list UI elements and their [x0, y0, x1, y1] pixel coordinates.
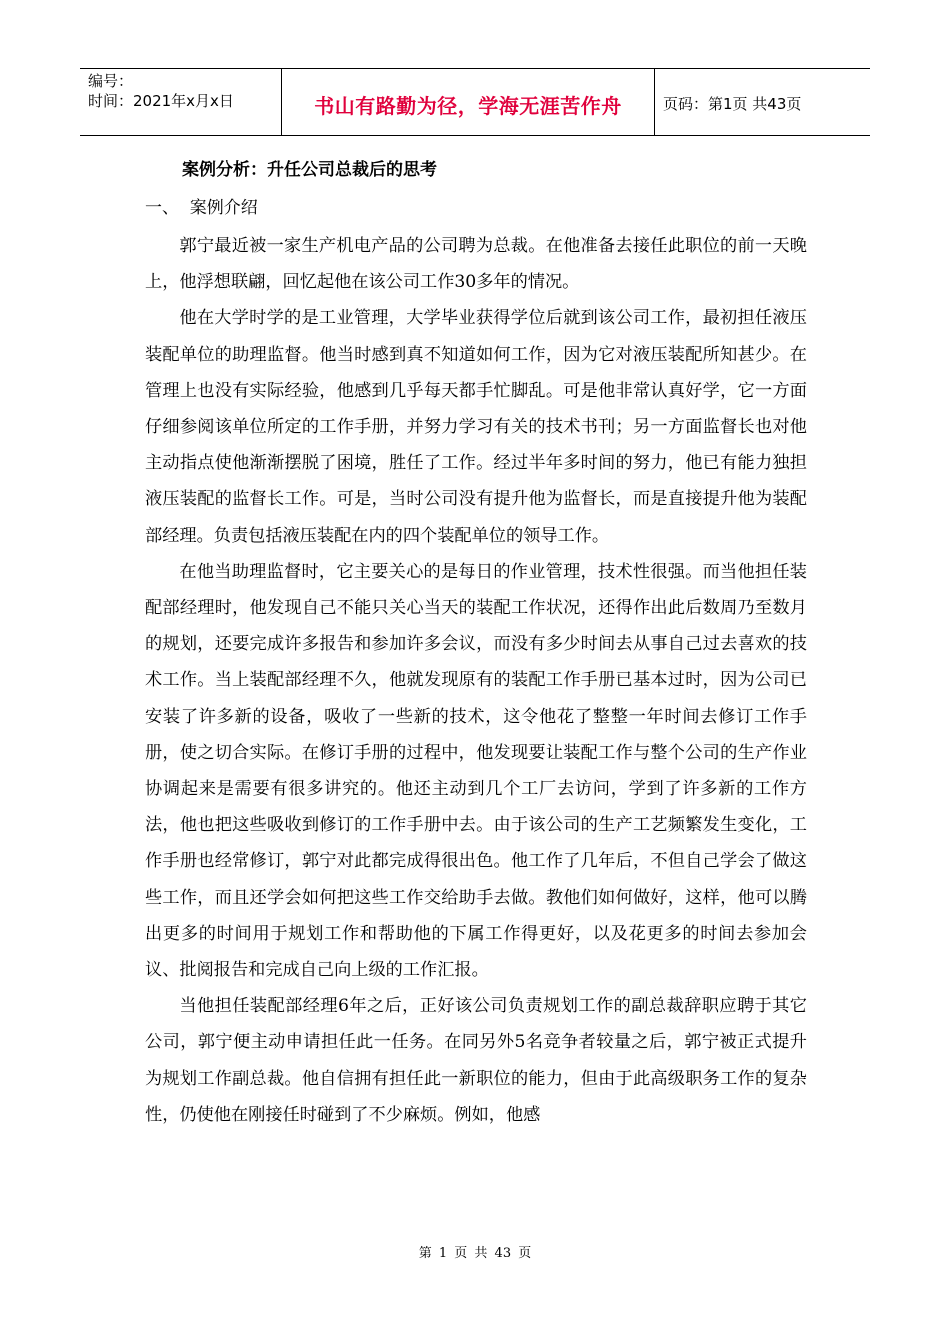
motto-text: 书山有路勤为径，学海无涯苦作舟	[314, 93, 622, 118]
header-table	[80, 68, 870, 136]
header-meta-cell	[80, 69, 282, 135]
document-body	[145, 228, 807, 1133]
date-label: 时间：2021年x月x日	[88, 92, 234, 110]
section-heading: 一、 案例介绍	[145, 198, 258, 218]
document-title: 案例分析：升任公司总裁后的思考	[182, 160, 437, 180]
page-footer: 第 1 页 共 43 页	[418, 1246, 532, 1261]
paragraph: 他在大学时学的是工业管理，大学毕业获得学位后就到该公司工作，最初担任液压装配单位的助理监督。他当时感到真不知道如何工作，因为它对液压装配所知甚少。在管理上也没有实际经验，他感到几乎每天都手忙脚乱。可是他非常认真好学，它一方面仔细参阅该单位所定的工作手册，并努力学习有关的技术书刊；另一方面监督长也对他主动指点使他渐渐摆脱了困境，胜任了工作。经过半年多时间的努力，他已有能力独担液压装配的监督长工作。可是，当时公司没有提升他为监督长，而是直接提升他为装配部经理。负责包括液压装配在内的四个装配单位的领导工作。	[145, 308, 807, 546]
paragraph: 郭宁最近被一家生产机电产品的公司聘为总裁。在他准备去接任此职位的前一天晚上，他浮想联翩，回忆起他在该公司工作30多年的情况。	[145, 236, 807, 293]
paragraph: 在他当助理监督时，它主要关心的是每日的作业管理，技术性很强。而当他担任装配部经理时，他发现自己不能只关心当天的装配工作状况，还得作出此后数周乃至数月的规划，还要完成许多报告和参加许多会议，而没有多少时间去从事自己过去喜欢的技术工作。当上装配部经理不久，他就发现原有的装配工作手册已基本过时，因为公司已安装了许多新的设备，吸收了一些新的技术，这令他花了整整一年时间去修订工作手册，使之切合实际。在修订手册的过程中，他发现要让装配工作与整个公司的生产作业协调起来是需要有很多讲究的。他还主动到几个工厂去访问，学到了许多新的工作方法，他也把这些吸收到修订的工作手册中去。由于该公司的生产工艺频繁发生变化，工作手册也经常修订，郭宁对此都完成得很出色。他工作了几年后，不但自己学会了做这些工作，而且还学会如何把这些工作交给助手去做。教他们如何做好，这样，他可以腾出更多的时间用于规划工作和帮助他的下属工作得更好，以及花更多的时间去参加会议、批阅报告和完成自己向上级的工作汇报。	[145, 561, 807, 981]
code-label: 编号：	[88, 72, 134, 90]
page-info: 页码：第1页 共43页	[663, 94, 802, 113]
paragraph: 当他担任装配部经理6年之后，正好该公司负责规划工作的副总裁辞职应聘于其它公司，郭宁便主动申请担任此一任务。在同另外5名竞争者较量之后，郭宁被正式提升为规划工作副总裁。他自信拥有担任此一新职位的能力，但由于此高级职务工作的复杂性，仍使他在刚接任时碰到了不少麻烦。例如，他感	[145, 996, 807, 1125]
header-motto-cell	[282, 69, 655, 135]
header-page-cell	[655, 69, 870, 135]
